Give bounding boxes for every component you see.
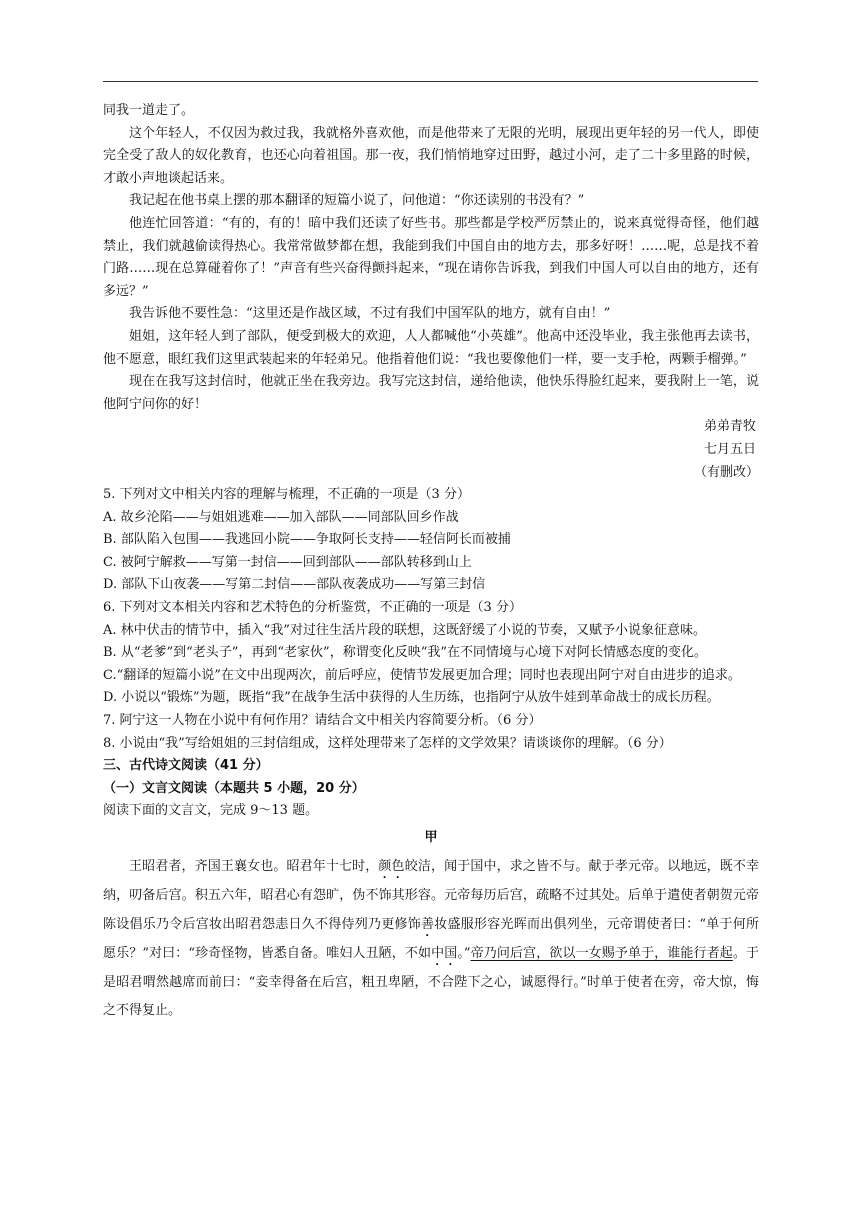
emphasized-word: 中国 [431,945,458,961]
option-5b: B. 部队陷入包围——我逃回小院——争取阿长支持——轻信阿长而被捕 [103,532,511,548]
option-6d: D. 小说以“锻炼”为题，既指“我”在战争生活中获得的人生历练，也指阿宁从放牛娃到革命战士的成长历程。 [103,690,720,706]
classical-text-run: 。” [457,945,471,961]
classical-text-run: 。于是昭君喟然越席而前曰：“妾幸得备在后宫，粗丑卑陋，不合陛下之心，诚愿得行。”时单于使者在旁，帝大惊，悔之不得复止。 [103,945,759,1019]
story-paragraph: 姐姐，这年轻人到了部队，便受到极大的欢迎，人人都喊他“小英雄”。他高中还没毕业，我主张他再去读书，他不愿意，眼红我们这里武装起来的年轻弟兄。他指着他们说：“我也要像他们一样，要一支手枪，两颗手榴弹。” [103,328,759,367]
emphasized-word: 颜色 [378,859,405,874]
classical-text [103,823,759,1026]
passage-label: 甲 [424,830,438,845]
source-note: （有删改） [693,464,759,480]
section-title: 三、古代诗文阅读（41 分） [103,758,269,774]
question-8: 8. 小说由“我”写给姐姐的三封信组成，这样处理带来了怎样的文学效果？请谈谈你的理解。（6 分） [103,735,672,751]
classical-text-run: 皎洁，闻于国中，求之皆不与。献于孝元帝。以地远，既不幸纳，叨备后宫。积五六年，昭君心有怨旷，伪不饰其形容。元帝每历后宫，疏略不过其处。后单于遣使者朝贺元帝陈设倡乐乃令后宫妆出昭君怨恚日久不得侍列乃更修饰 [103,859,759,932]
story-paragraph: 现在在我写这封信时，他就正坐在我旁边。我写完这封信，递给他读，他快乐得脸红起来，要我附上一笔，说他阿宁问你的好！ [103,374,759,412]
option-5a: A. 故乡沦陷——与姐姐逃难——加入部队——同部队回乡作战 [103,509,459,525]
page-content [103,100,759,1026]
option-5d: D. 部队下山夜袭——写第二封信——部队夜袭成功——写第三封信 [103,577,486,593]
underlined-sentence: 帝乃问后宫，欲以一女赐予单于，谁能行者起 [470,945,733,961]
question-6: 6. 下列对文本相关内容和艺术特色的分析鉴赏，不正确的一项是（3 分） [103,600,522,616]
section-instruction: 阅读下面的文言文，完成 9～13 题。 [103,803,319,819]
story-paragraph: 同我一道走了。 [103,103,195,118]
emphasized-word: 善 [421,916,435,932]
section-subtitle: （一）文言文阅读（本题共 5 小题，20 分） [103,780,365,796]
option-6a: A. 林中伏击的情节中，插入“我”对过往生活片段的联想，这既舒缓了小说的节奏，又赋予小说象征意味。 [103,622,706,638]
option-6b: B. 从“老爹”到“老头子”，再到“老家伙”，称谓变化反映“我”在不同情境与心境下对阿长情感态度的变化。 [103,645,707,661]
story-paragraph: 我告诉他不要性急：“这里还是作战区域，不过有我们中国军队的地方，就有自由！” [129,306,611,322]
classical-text-run: 妆盛服形容光晖而出俱列坐，元帝谓使者曰：“单于何所愿乐？”对曰：“珍奇怪物，皆悉自备。唯妇人丑陋，不如 [103,916,759,961]
header-rule [103,81,758,82]
option-5c: C. 被阿宁解救——写第一封信——回到部队——部队转移到山上 [103,554,472,570]
question-5: 5. 下列对文中相关内容的理解与梳理，不正确的一项是（3 分） [103,487,470,503]
question-7: 7. 阿宁这一人物在小说中有何作用？请结合文中相关内容简要分析。（6 分） [103,713,542,729]
classical-text-run: 王昭君者，齐国王襄女也。昭君年十七时， [129,859,379,874]
classical-paragraph [103,853,759,1026]
signature-date: 七月五日 [703,441,756,457]
story-paragraph: 我记起在他书桌上摆的那本翻译的短篇小说了，问他道：“你还读别的书没有？” [129,193,585,209]
story-paragraph: 他连忙回答道：“有的，有的！暗中我们还读了好些书。那些都是学校严厉禁止的，说来真觉得奇怪，他们越禁止，我们就越偷读得热心。我常常做梦都在想，我能到我们中国自由的地方去，那多好呀！……呢，总是找不着门路……现在总算碰着你了！”声音有些兴奋得颤抖起来，“现在请你告诉我，到我们中国人可以自由的地方，还有多远？” [103,215,759,299]
story-paragraph: 这个年轻人，不仅因为救过我，我就格外喜欢他，而是他带来了无限的光明，展现出更年轻的另一代人，即使完全受了敌人的奴化教育，也还心向着祖国。那一夜，我们悄悄地穿过田野，越过小河，走了二十多里路的时候，才敢小声地谈起话来。 [103,125,759,186]
signature-name: 弟弟青牧 [703,419,756,435]
option-6c: C.“翻译的短篇小说”在文中出现两次，前后呼应，使情节发展更加合理；同时也表现出阿宁对自由进步的追求。 [103,667,741,683]
